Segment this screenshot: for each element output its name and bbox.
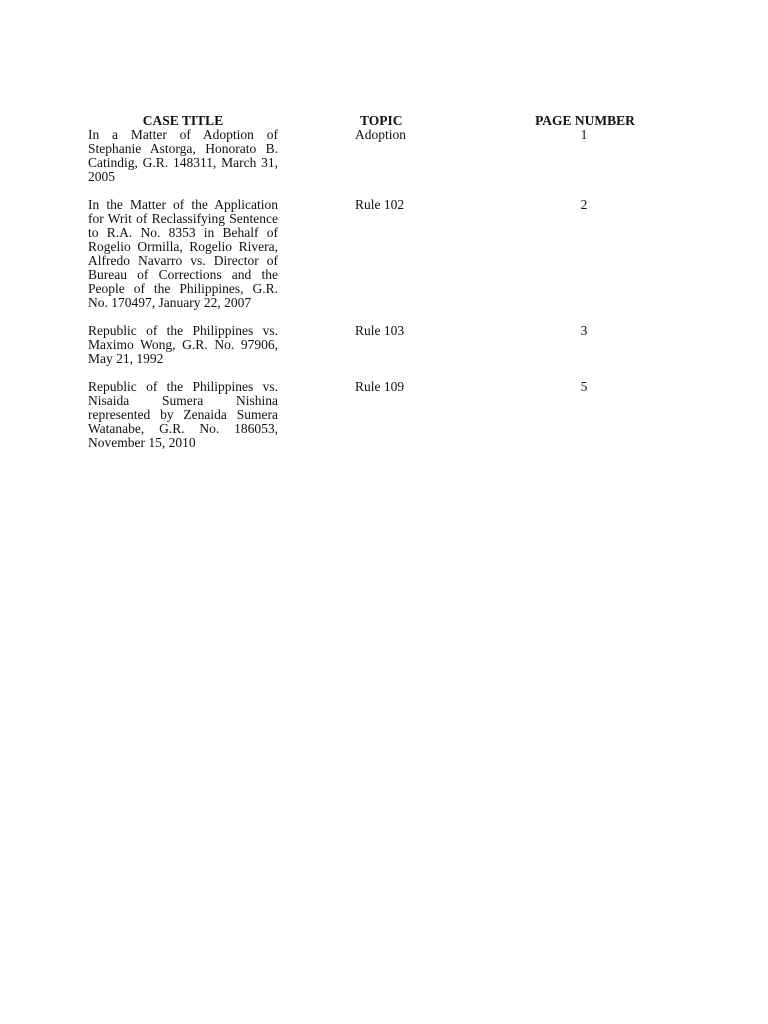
table-row	[88, 128, 660, 184]
table-header	[88, 113, 660, 128]
case-page: 2	[580, 197, 588, 212]
case-page: 3	[580, 323, 588, 338]
case-topic: Rule 102	[355, 197, 405, 212]
case-topic: Rule 109	[355, 379, 405, 394]
case-title: In the Matter of the Application for Writ of Reclassifying Sentence to R.A. No. 8353 in Behalf of Rogelio Ormilla, Rogelio Rivera, Alfredo Navarro vs. Director of Bureau of Corrections and the People of the Philippines, G.R. No. 170497, January 22, 2007	[88, 197, 278, 310]
table-row	[88, 380, 660, 450]
case-title: In a Matter of Adoption of Stephanie Astorga, Honorato B. Catindig, G.R. 148311, March 31, 2005	[88, 127, 278, 184]
case-page: 1	[580, 127, 588, 142]
case-topic: Rule 103	[355, 323, 405, 338]
case-page: 5	[580, 379, 588, 394]
table-row	[88, 324, 660, 366]
table-row	[88, 198, 660, 310]
case-title: Republic of the Philippines vs. Maximo Wong, G.R. No. 97906, May 21, 1992	[88, 323, 278, 366]
case-table	[88, 113, 660, 464]
header-topic: TOPIC	[360, 113, 403, 128]
case-title: Republic of the Philippines vs. Nisaida Sumera Nishina represented by Zenaida Sumera Watanabe, G.R. No. 186053, November 15, 2010	[88, 379, 278, 450]
case-topic: Adoption	[355, 127, 407, 142]
header-page-number: PAGE NUMBER	[535, 113, 635, 128]
header-case-title: CASE TITLE	[142, 113, 224, 128]
